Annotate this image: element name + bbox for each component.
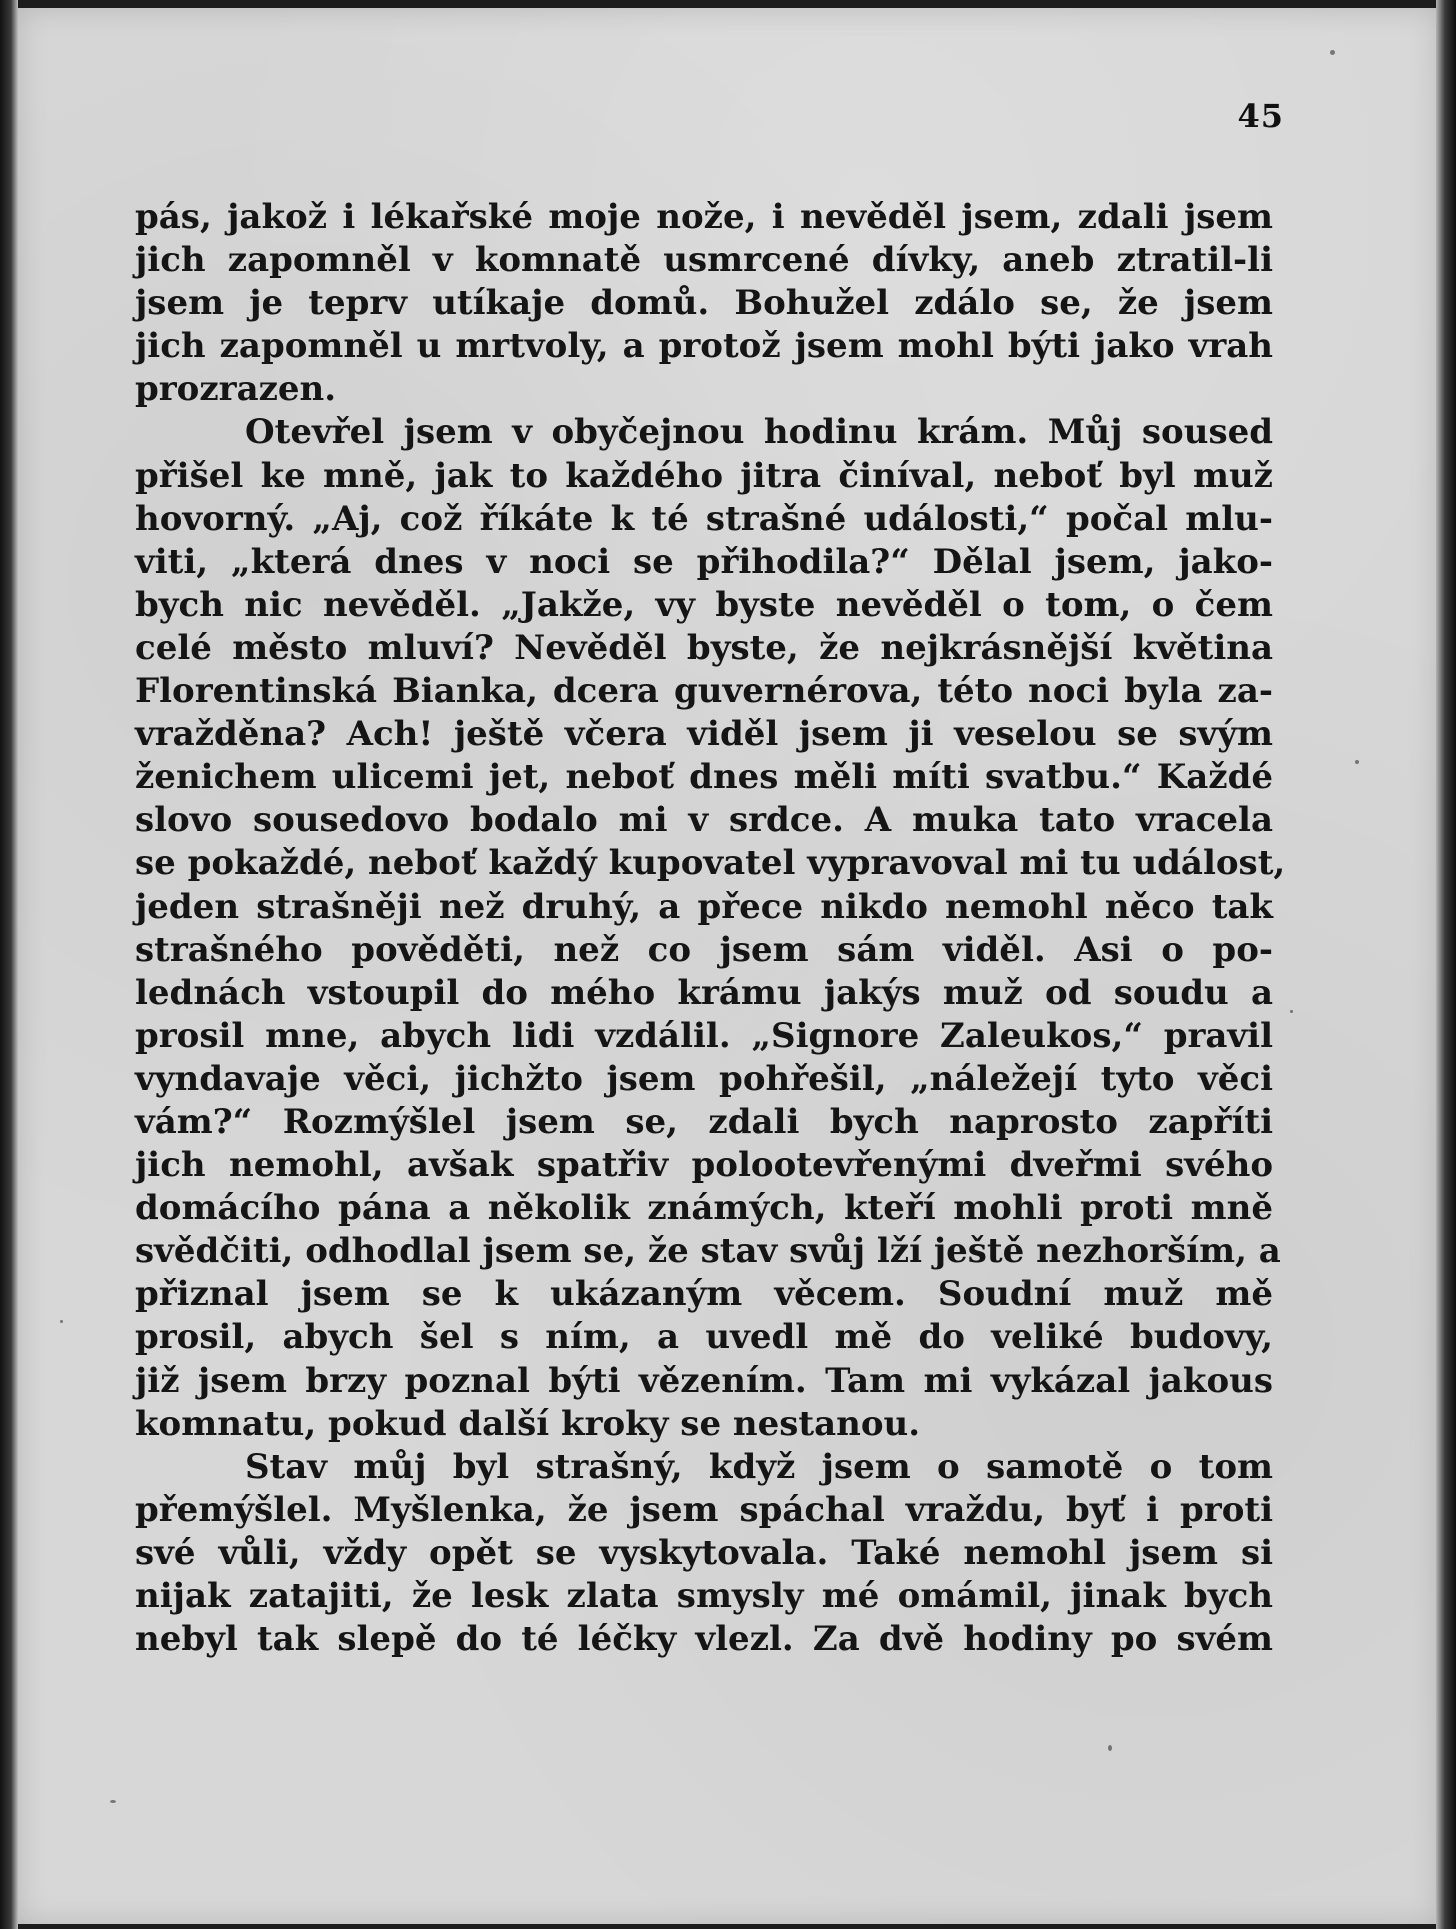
- text-line: jich zapomněl u mrtvoly, a protož jsem mohl býti jako vrah: [135, 326, 1273, 367]
- text-line: prosil, abych šel s ním, a uvedl mě do veliké budovy,: [135, 1317, 1273, 1358]
- text-line: přiznal jsem se k ukázaným věcem. Soudní muž mě: [135, 1274, 1273, 1315]
- text-line: prosil mne, abych lidi vzdálil. „Signore Zaleukos,“ pravil: [135, 1015, 1273, 1056]
- text-line: přišel ke mně, jak to každého jitra činíval, neboť byl muž: [135, 455, 1273, 496]
- paper-speck: [1330, 50, 1335, 55]
- paragraph-first-line: Stav můj byl strašný, když jsem o samotě o tom: [245, 1446, 1273, 1487]
- text-line: Florentinská Bianka, dcera guvernérova, této noci byla za-: [135, 671, 1273, 712]
- text-line: jich zapomněl v komnatě usmrcené dívky, aneb ztratil-li: [135, 240, 1273, 281]
- paper-speck: [60, 1320, 63, 1323]
- text-line: hovorný. „Aj, což říkáte k té strašné události,“ počal mlu-: [135, 498, 1273, 539]
- text-line: se pokaždé, neboť každý kupovatel vypravoval mi tu událost,: [135, 843, 1286, 884]
- paper-speck: [1290, 1010, 1293, 1013]
- paragraph-first-line: Otevřel jsem v obyčejnou hodinu krám. Můj soused: [245, 412, 1273, 453]
- text-line: vám?“ Rozmýšlel jsem se, zdali bych naprosto zapříti: [135, 1101, 1273, 1142]
- text-line: již jsem brzy poznal býti vězením. Tam mi vykázal jakous: [135, 1360, 1273, 1401]
- text-line: nebyl tak slepě do té léčky vlezl. Za dvě hodiny po svém: [135, 1619, 1273, 1660]
- text-line: bych nic nevěděl. „Jakže, vy byste nevěděl o tom, o čem: [135, 584, 1273, 625]
- text-line: komnatu, pokud další kroky se nestanou.: [135, 1403, 921, 1444]
- text-line: vražděna? Ach! ještě včera viděl jsem ji veselou se svým: [135, 714, 1273, 755]
- text-line: ženichem ulicemi jet, neboť dnes měli míti svatbu.“ Každé: [135, 757, 1273, 798]
- text-line: nijak zatajiti, že lesk zlata smysly mé omámil, jinak bych: [135, 1576, 1273, 1616]
- left-scan-border: [0, 0, 18, 1929]
- text-line: celé město mluví? Nevěděl byste, že nejkrásnější květina: [135, 627, 1273, 668]
- text-line: jsem je teprv utíkaje domů. Bohužel zdálo se, že jsem: [135, 283, 1273, 324]
- paper-speck: [1355, 760, 1359, 764]
- text-line: vyndavaje věci, jichžto jsem pohřešil, „náležejí tyto věci: [135, 1058, 1273, 1099]
- text-line: lednách vstoupil do mého krámu jakýs muž od soudu a: [135, 972, 1273, 1013]
- right-scan-border: [1436, 0, 1456, 1929]
- text-line: viti, „která dnes v noci se přihodila?“ Dělal jsem, jako-: [135, 541, 1273, 582]
- text-line: pás, jakož i lékařské moje nože, i nevěděl jsem, zdali jsem: [135, 197, 1273, 237]
- text-line: domácího pána a několik známých, kteří mohli proti mně: [135, 1188, 1273, 1229]
- text-line: prozrazen.: [135, 369, 337, 410]
- page-number: 45: [1237, 97, 1284, 135]
- text-line: strašného pověděti, než co jsem sám viděl. Asi o po-: [135, 929, 1273, 970]
- text-line: přemýšlel. Myšlenka, že jsem spáchal vraždu, byť i proti: [135, 1489, 1273, 1530]
- page-body-text: [135, 196, 1286, 1661]
- text-line: jeden strašněji než druhý, a přece nikdo nemohl něco tak: [135, 886, 1273, 927]
- text-line: své vůli, vždy opět se vyskytovala. Také nemohl jsem si: [135, 1532, 1273, 1573]
- text-line: svědčiti, odhodlal jsem se, že stav svůj lží ještě nezhorším, a: [135, 1231, 1281, 1272]
- paper-speck: [1108, 1745, 1112, 1751]
- text-line: slovo sousedovo bodalo mi v srdce. A muka tato vracela: [135, 800, 1273, 841]
- paper-speck: [110, 1800, 116, 1803]
- text-line: jich nemohl, avšak spatřiv polootevřenými dveřmi svého: [135, 1145, 1273, 1186]
